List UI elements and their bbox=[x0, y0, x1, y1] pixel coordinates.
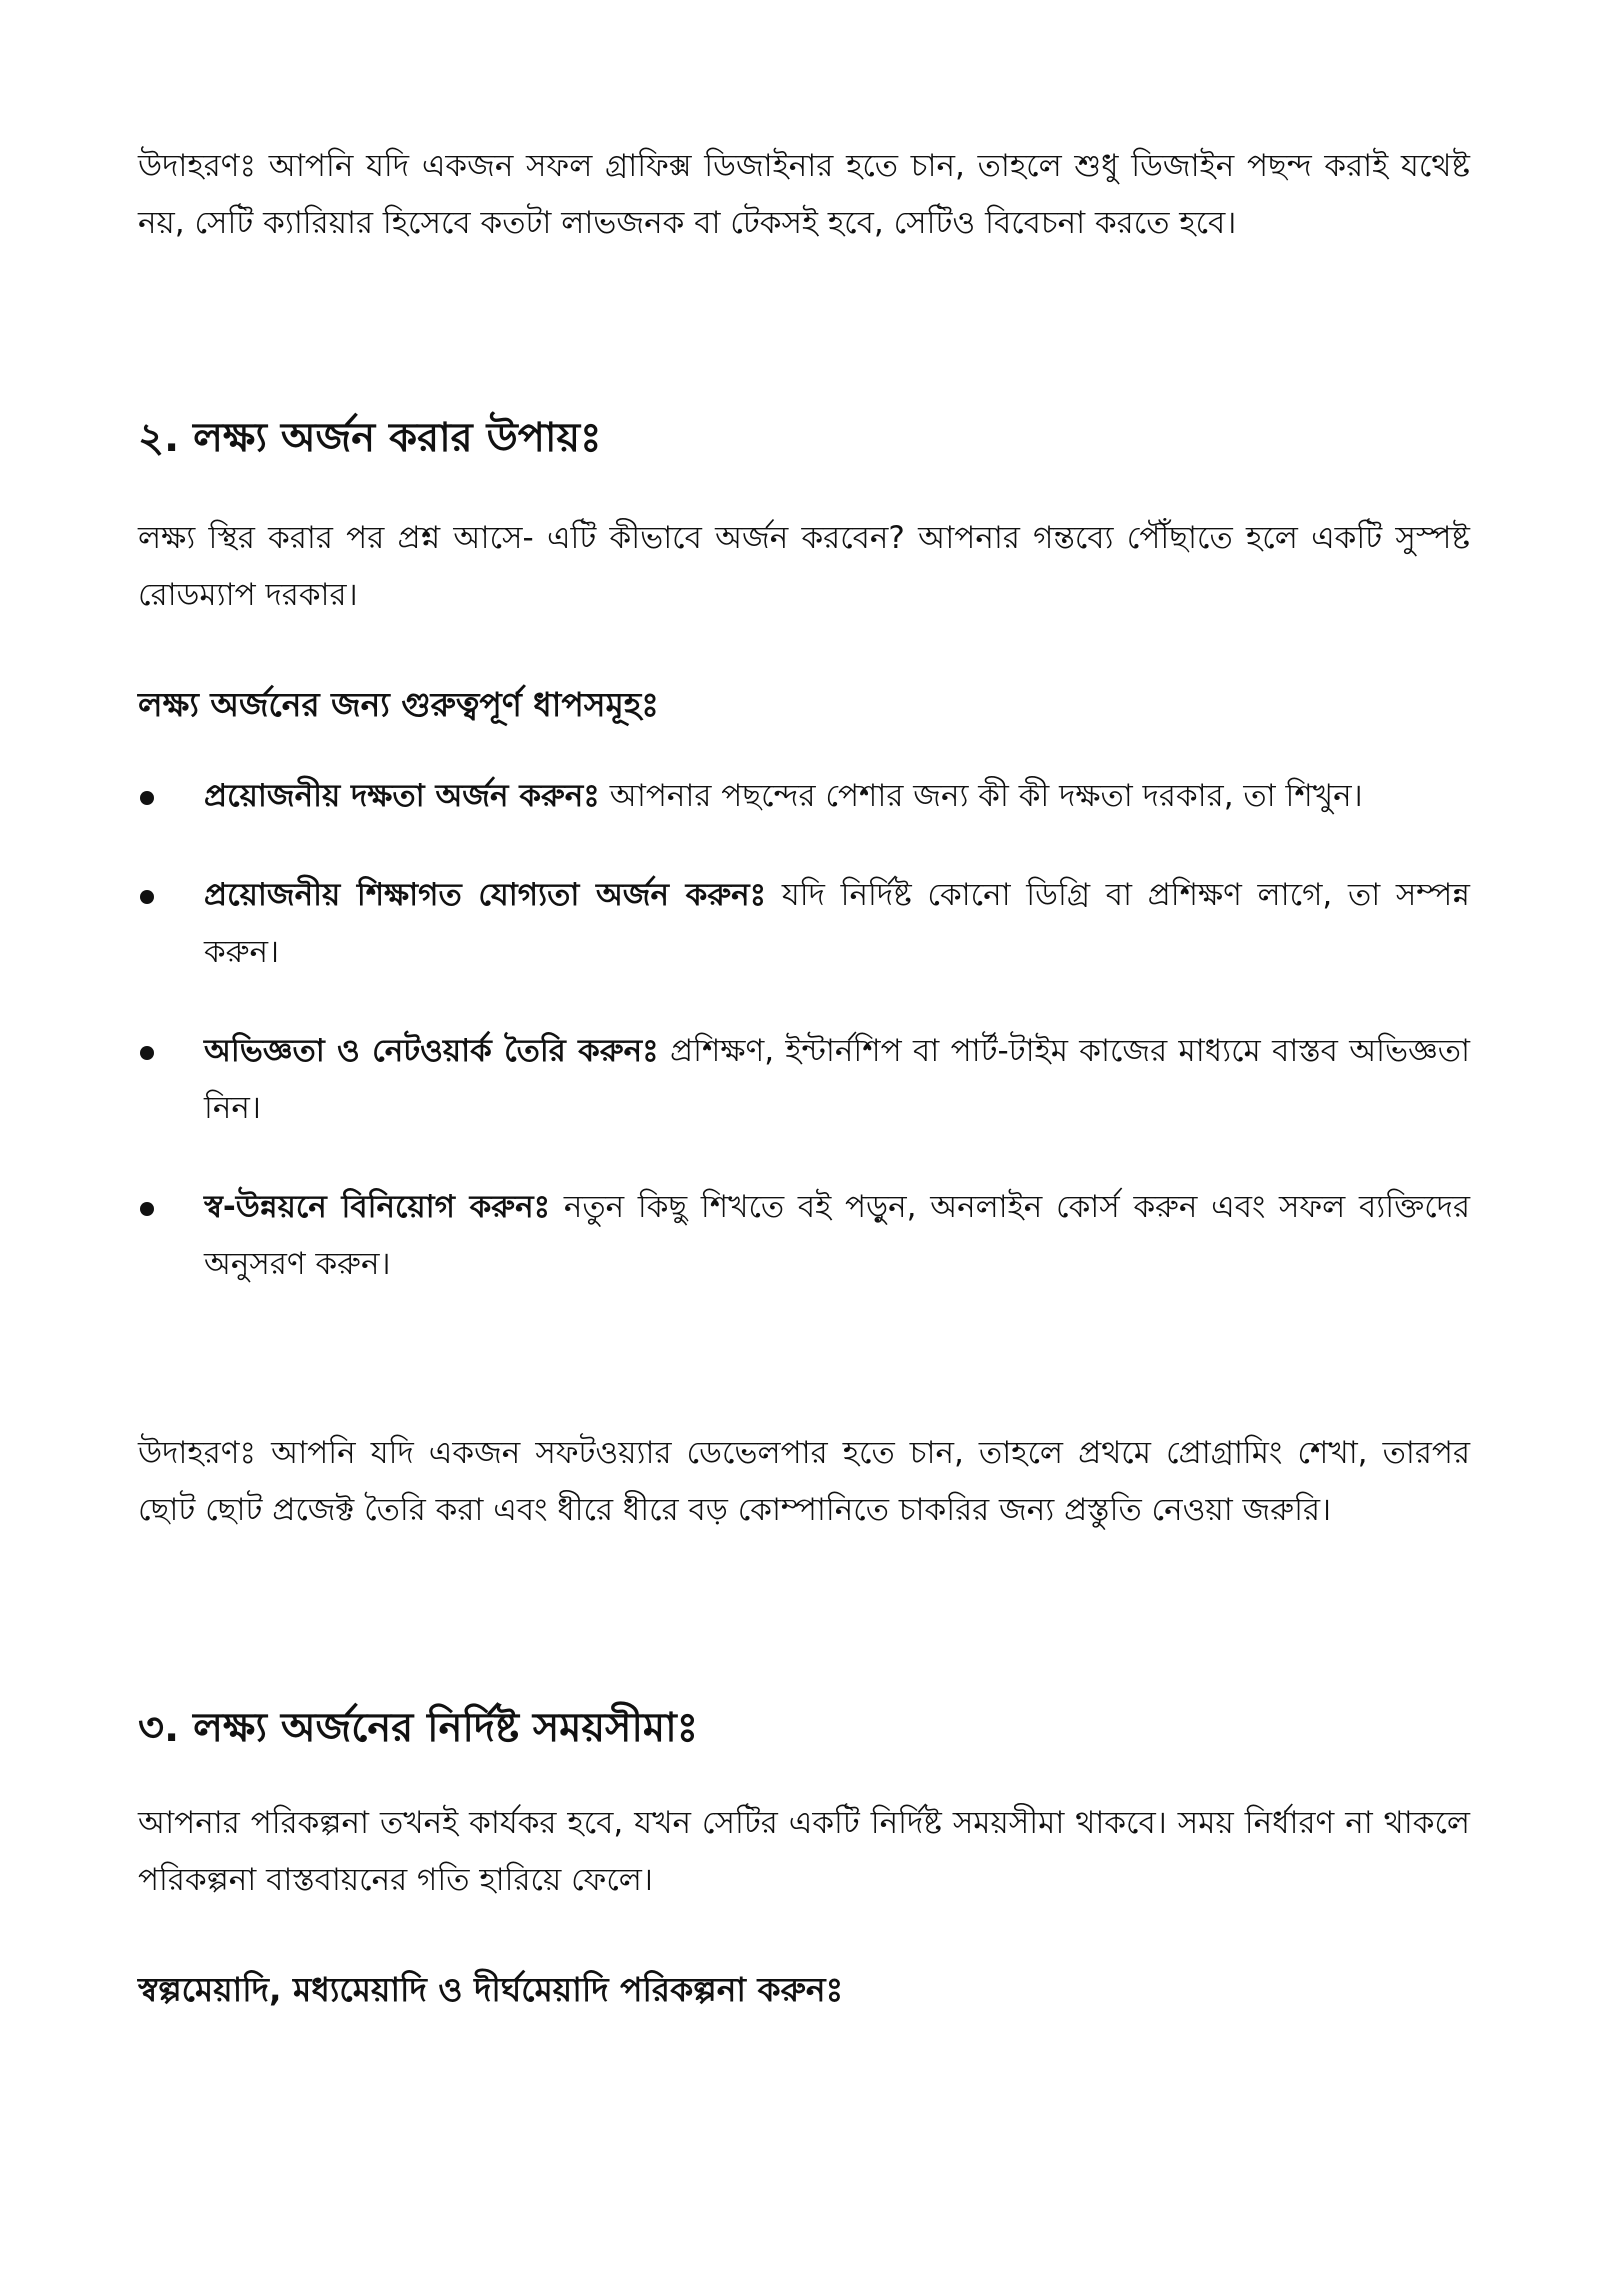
list-item bbox=[138, 1179, 1470, 1293]
bullet-lead: প্রয়োজনীয় শিক্ষাগত যোগ্যতা অর্জন করুনঃ bbox=[204, 877, 767, 913]
bullet-text: প্রশিক্ষণ, ইন্টার্নশিপ বা পার্ট-টাইম কাজের মাধ্যমে বাস্তব অভিজ্ঞতা নিন। bbox=[204, 1033, 1470, 1126]
section-2-example-paragraph: উদাহরণঃ আপনি যদি একজন সফটওয়্যার ডেভেলপার হতে চান, তাহলে প্রথমে প্রোগ্রামিং শেখা, তারপর ছোট ছোট প্রজেক্ট তৈরি করা এবং ধীরে ধীরে বড় কোম্পানিতে চাকরির জন্য প্রস্তুতি নেওয়া জরুরি। bbox=[138, 1435, 1470, 1528]
bullet-lead: প্রয়োজনীয় দক্ষতা অর্জন করুনঃ bbox=[204, 778, 600, 814]
bullet-icon bbox=[140, 1046, 154, 1060]
section-3-intro-paragraph: আপনার পরিকল্পনা তখনই কার্যকর হবে, যখন সেটির একটি নির্দিষ্ট সময়সীমা থাকবে। সময় নির্ধারণ না থাকলে পরিকল্পনা বাস্তবায়নের গতি হারিয়ে ফেলে। bbox=[138, 1805, 1470, 1898]
list-item bbox=[138, 768, 1470, 825]
bullet-text: যদি নির্দিষ্ট কোনো ডিগ্রি বা প্রশিক্ষণ লাগে, তা সম্পন্ন করুন। bbox=[204, 877, 1470, 970]
section-2-intro-paragraph: লক্ষ্য স্থির করার পর প্রশ্ন আসে- এটি কীভাবে অর্জন করবেন? আপনার গন্তব্যে পৌঁছাতে হলে একটি সুস্পষ্ট রোডম্যাপ দরকার। bbox=[138, 520, 1470, 613]
bullet-icon bbox=[140, 1202, 154, 1216]
section-3-heading: ৩. লক্ষ্য অর্জনের নির্দিষ্ট সময়সীমাঃ bbox=[138, 1705, 699, 1751]
intro-example-paragraph: উদাহরণঃ আপনি যদি একজন সফল গ্রাফিক্স ডিজাইনার হতে চান, তাহলে শুধু ডিজাইন পছন্দ করাই যথেষ্ট নয়, সেটি ক্যারিয়ার হিসেবে কতটা লাভজনক বা টেকসই হবে, সেটিও বিবেচনা করতে হবে। bbox=[138, 148, 1470, 241]
bullet-lead: স্ব-উন্নয়নে বিনিয়োগ করুনঃ bbox=[204, 1189, 551, 1225]
bullet-lead: অভিজ্ঞতা ও নেটওয়ার্ক তৈরি করুনঃ bbox=[204, 1033, 659, 1069]
section-3-plans-subheading: স্বল্পমেয়াদি, মধ্যমেয়াদি ও দীর্ঘমেয়াদি পরিকল্পনা করুনঃ bbox=[138, 1970, 844, 2009]
bullet-icon bbox=[140, 791, 154, 805]
section-2-heading: ২. লক্ষ্য অর্জন করার উপায়ঃ bbox=[138, 415, 602, 461]
bullet-text: নতুন কিছু শিখতে বই পড়ুন, অনলাইন কোর্স করুন এবং সফল ব্যক্তিদের অনুসরণ করুন। bbox=[204, 1189, 1471, 1282]
section-2-steps-subheading: লক্ষ্য অর্জনের জন্য গুরুত্বপূর্ণ ধাপসমূহঃ bbox=[138, 685, 659, 724]
list-item bbox=[138, 867, 1470, 981]
bullet-text: আপনার পছন্দের পেশার জন্য কী কী দক্ষতা দরকার, তা শিখুন। bbox=[599, 778, 1363, 814]
steps-list bbox=[138, 768, 1470, 1335]
list-item bbox=[138, 1023, 1470, 1137]
bullet-icon bbox=[140, 890, 154, 904]
